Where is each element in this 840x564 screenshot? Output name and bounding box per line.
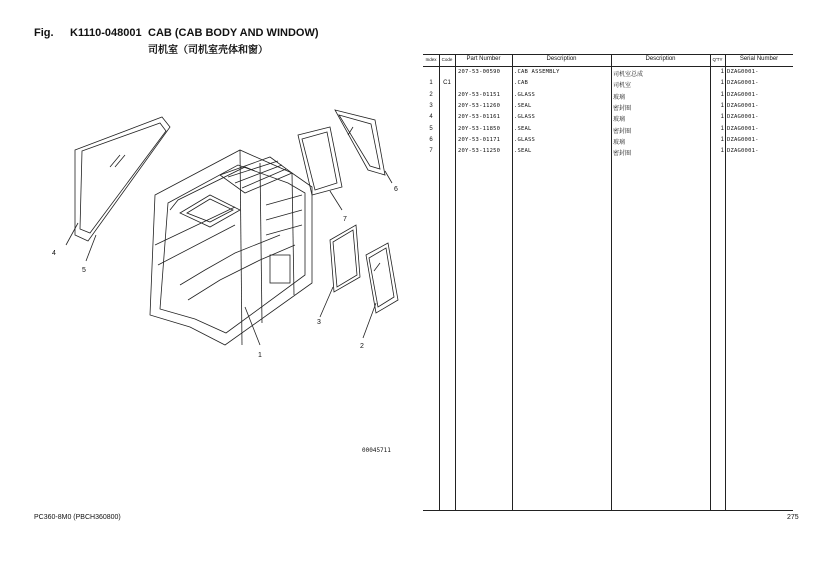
page-title: CAB (CAB BODY AND WINDOW)	[148, 27, 319, 39]
cell-serial-number: DZAG0001-	[727, 136, 759, 143]
cell-part-number: 20Y-53-01171	[458, 136, 501, 143]
cell-qty: 1	[720, 102, 724, 109]
callout-6: 6	[394, 186, 398, 193]
cell-description-en: .GLASS	[514, 114, 536, 121]
callout-7: 7	[343, 216, 347, 223]
cell-index: 6	[429, 136, 433, 143]
cell-code: C1	[443, 80, 451, 87]
cell-description-en: .CAB	[514, 80, 529, 87]
cell-description-en: .GLASS	[514, 91, 536, 98]
cell-serial-number: DZAG0001-	[727, 80, 759, 87]
cell-description-cn: 密封圈	[613, 104, 632, 112]
cell-index: 4	[429, 114, 433, 121]
glass-right-upper	[335, 110, 385, 175]
header-qty: Q'TY	[712, 57, 723, 62]
callout-2: 2	[360, 343, 364, 350]
cell-part-number: 207-53-00590	[458, 69, 501, 75]
cell-description-cn: 玻璃	[613, 138, 626, 146]
cell-index: 2	[429, 91, 433, 98]
cell-serial-number: DZAG0001-	[727, 125, 759, 132]
header-code: Code	[441, 57, 453, 62]
cell-qty: 1	[720, 80, 724, 87]
cell-part-number: 20Y-53-01151	[458, 91, 501, 98]
glass-rear-upper	[298, 127, 342, 195]
cell-description-en: .SEAL	[514, 125, 532, 132]
cell-index: 5	[429, 125, 433, 132]
cell-description-en: .SEAL	[514, 102, 532, 109]
cell-qty: 1	[720, 114, 724, 121]
cell-part-number: 20Y-53-11850	[458, 125, 501, 132]
glass-right-lower-1	[330, 225, 360, 292]
cell-serial-number: DZAG0001-	[727, 91, 759, 98]
table-row	[423, 146, 793, 157]
cell-description-en: .CAB ASSEMBLY	[514, 69, 560, 75]
cell-description-en: .GLASS	[514, 136, 536, 143]
cell-part-number: 20Y-53-01161	[458, 114, 501, 121]
table-row	[423, 90, 793, 101]
callout-3: 3	[317, 319, 321, 326]
drawing-reference-code: 00045711	[362, 447, 391, 454]
cell-description-cn: 司机室总成	[613, 71, 644, 78]
fig-code: K1110-048001	[70, 27, 142, 39]
footer-model: PC360-8M0 (PBCH360800)	[34, 514, 121, 521]
cell-qty: 1	[720, 148, 724, 155]
table-row	[423, 101, 793, 112]
page-subtitle: 司机室（司机室壳体和窗）	[148, 45, 268, 56]
cell-qty: 1	[720, 91, 724, 98]
table-row	[423, 135, 793, 146]
cell-index: 3	[429, 102, 433, 109]
cell-description-cn: 司机室	[613, 82, 632, 90]
glass-right-lower-2	[366, 243, 398, 313]
cell-description-en: .SEAL	[514, 148, 532, 155]
table-row	[423, 124, 793, 135]
cell-qty: 1	[720, 136, 724, 143]
callout-4: 4	[52, 250, 56, 257]
cell-description-cn: 密封圈	[613, 150, 632, 158]
cab-exploded-drawing	[30, 95, 410, 415]
parts-table	[423, 54, 793, 511]
header-index: Index	[425, 57, 437, 62]
cell-description-cn: 玻璃	[613, 116, 626, 124]
cell-serial-number: DZAG0001-	[727, 102, 759, 109]
cell-part-number: 20Y-53-11250	[458, 148, 501, 155]
cell-part-number: 20Y-53-11260	[458, 102, 501, 109]
fig-label: Fig.	[34, 27, 54, 39]
cell-description-cn: 玻璃	[613, 93, 626, 101]
header-description-cn: Description	[645, 56, 676, 62]
callout-1: 1	[258, 352, 262, 359]
cell-serial-number: DZAG0001-	[727, 114, 759, 121]
cell-index: 1	[429, 80, 433, 87]
cab-body	[150, 150, 312, 345]
table-row	[423, 78, 793, 89]
cell-qty: 1	[720, 125, 724, 132]
table-row	[423, 67, 793, 78]
cell-index: 7	[429, 148, 433, 155]
glass-left-front	[75, 117, 170, 241]
table-row	[423, 112, 793, 123]
header-description-en: Description	[546, 56, 577, 62]
header-part-number: Part Number	[466, 56, 501, 62]
page-number: 275	[787, 514, 799, 521]
cell-serial-number: DZAG0001-	[727, 148, 759, 155]
cell-serial-number: DZAG0001-	[727, 69, 759, 75]
cell-description-cn: 密封圈	[613, 127, 632, 135]
cell-qty: 1	[720, 69, 724, 75]
callout-5: 5	[82, 267, 86, 274]
header-serial-number: Serial Number	[739, 56, 779, 62]
